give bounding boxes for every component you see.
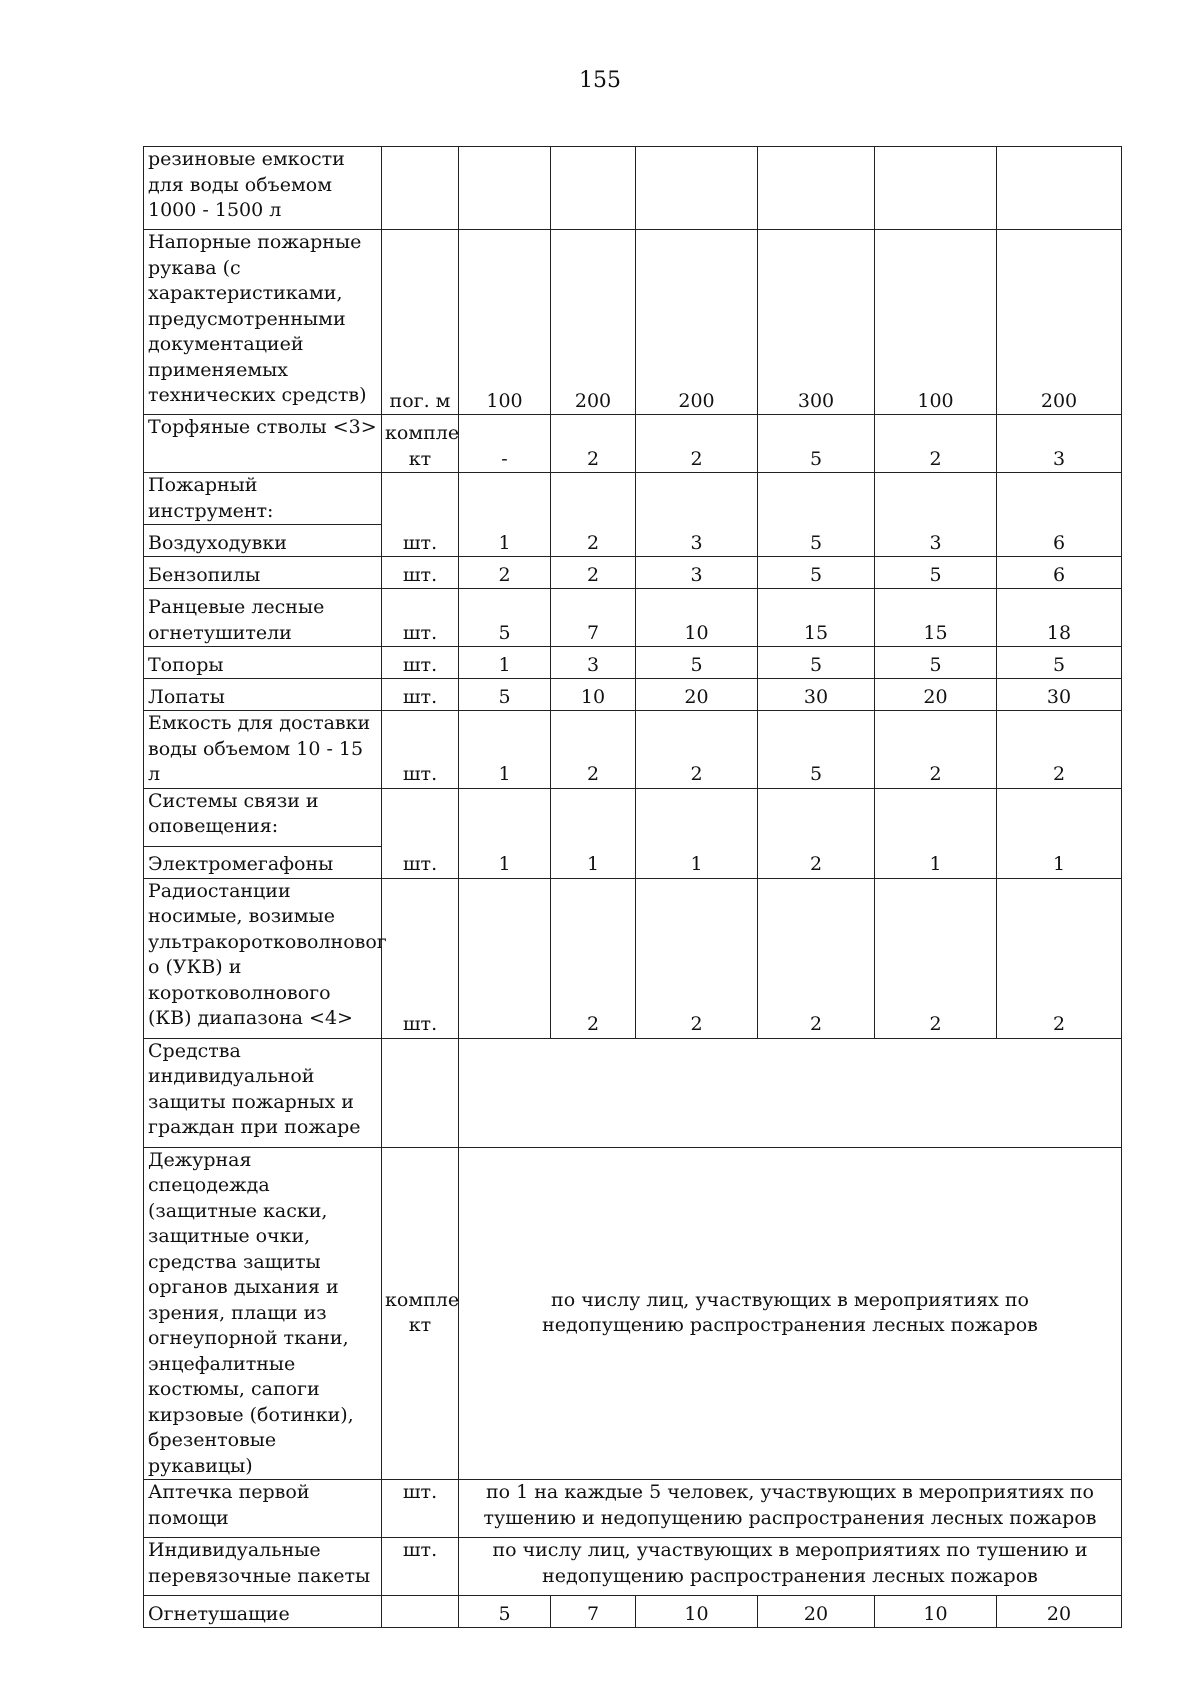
value-cell: 3: [997, 415, 1122, 473]
row-name: Огнетушащие: [144, 1596, 382, 1628]
unit-cell: шт.: [382, 1480, 459, 1538]
value-cell: 15: [875, 589, 997, 647]
value-cell: 5: [758, 557, 875, 589]
value-cell: 2: [551, 711, 636, 789]
row-name: резиновые емкости для воды объемом 1000 - 1500 л: [144, 147, 382, 230]
table-row: [144, 415, 1122, 473]
value-cell: 2: [551, 473, 636, 557]
value-cell: 1: [459, 788, 551, 878]
row-name: Средства индивидуальной защиты пожарных и граждан при пожаре: [144, 1038, 382, 1147]
value-cell: 2: [551, 557, 636, 589]
table-row: [144, 878, 1122, 1038]
row-name: Топоры: [144, 647, 382, 679]
value-cell: 200: [551, 230, 636, 415]
value-cell: 1: [551, 788, 636, 878]
table-row: [144, 1147, 1122, 1480]
unit-cell: шт.: [382, 589, 459, 647]
row-name: Радиостанции носимые, возимые ультракоротковолновог о (УКВ) и коротковолнового (КВ) диапазона <4>: [144, 878, 382, 1038]
value-cell: 5: [459, 589, 551, 647]
note-cell: по числу лиц, участвующих в мероприятиях по недопущению распространения лесных пожаров: [459, 1147, 1122, 1480]
value-cell: 2: [997, 878, 1122, 1038]
table-row: [144, 788, 1122, 846]
unit-part: компле: [385, 422, 460, 444]
unit-cell: шт.: [382, 473, 459, 557]
row-name: Торфяные стволы <3>: [144, 415, 382, 473]
table-row: [144, 711, 1122, 789]
table-row: [144, 647, 1122, 679]
table-row: [144, 1538, 1122, 1596]
value-cell: 100: [459, 230, 551, 415]
value-cell: 15: [758, 589, 875, 647]
value-cell: [459, 878, 551, 1038]
row-name: Лопаты: [144, 679, 382, 711]
value-cell: 5: [875, 557, 997, 589]
unit-cell: шт.: [382, 711, 459, 789]
value-cell: 3: [875, 473, 997, 557]
row-name: Аптечка первой помощи: [144, 1480, 382, 1538]
row-name: Емкость для доставки воды объемом 10 - 15 л: [144, 711, 382, 789]
table-row: [144, 1480, 1122, 1538]
value-cell: 2: [997, 711, 1122, 789]
table-row: [144, 589, 1122, 647]
value-cell: 7: [551, 1596, 636, 1628]
value-cell: 5: [758, 647, 875, 679]
table-row: [144, 557, 1122, 589]
unit-cell: [382, 415, 459, 473]
unit-part: кт: [408, 1314, 432, 1337]
row-name: Электромегафоны: [144, 846, 382, 878]
value-cell: 300: [758, 230, 875, 415]
value-cell: 1: [459, 647, 551, 679]
unit-cell: шт.: [382, 679, 459, 711]
value-cell: 2: [875, 878, 997, 1038]
unit-cell: шт.: [382, 878, 459, 1038]
value-cell: 6: [997, 473, 1122, 557]
value-cell: 5: [636, 647, 758, 679]
value-cell: 30: [758, 679, 875, 711]
value-cell: 1: [636, 788, 758, 878]
unit-part: кт: [408, 447, 432, 470]
value-cell: 5: [459, 679, 551, 711]
table-row: [144, 147, 1122, 230]
note-cell: по 1 на каждые 5 человек, участвующих в мероприятиях по тушению и недопущению распространения лесных пожаров: [459, 1480, 1122, 1538]
value-cell: 200: [636, 230, 758, 415]
value-cell: 7: [551, 589, 636, 647]
row-name: Пожарный инструмент:: [144, 473, 382, 525]
value-cell: 1: [459, 711, 551, 789]
value-cell: 1: [875, 788, 997, 878]
unit-cell: пог. м: [382, 230, 459, 415]
value-cell: -: [459, 415, 551, 473]
unit-cell: [382, 1147, 459, 1480]
note-cell: по числу лиц, участвующих в мероприятиях по тушению и недопущению распространения лесных пожаров: [459, 1538, 1122, 1596]
table-row: [144, 679, 1122, 711]
value-cell: 5: [459, 1596, 551, 1628]
value-cell: 10: [636, 1596, 758, 1628]
value-cell: 2: [758, 788, 875, 878]
row-name: Дежурная спецодежда (защитные каски, защитные очки, средства защиты органов дыхания и зрения, плащи из огнеупорной ткани, энцефалитные костюмы, сапоги кирзовые (ботинки), брезентовые рукавицы): [144, 1147, 382, 1480]
unit-cell: [382, 1596, 459, 1628]
table-row: [144, 1596, 1122, 1628]
value-cell: 3: [636, 473, 758, 557]
row-name: Ранцевые лесные огнетушители: [144, 589, 382, 647]
row-name: Воздуходувки: [144, 525, 382, 557]
equipment-table: [143, 146, 1122, 1628]
unit-cell: шт.: [382, 647, 459, 679]
value-cell: 18: [997, 589, 1122, 647]
value-cell: 2: [551, 878, 636, 1038]
value-cell: 2: [459, 557, 551, 589]
value-cell: 200: [997, 230, 1122, 415]
row-name: Бензопилы: [144, 557, 382, 589]
unit-cell: шт.: [382, 1538, 459, 1596]
unit-cell: шт.: [382, 557, 459, 589]
value-cell: 100: [875, 230, 997, 415]
value-cell: 10: [636, 589, 758, 647]
value-cell: 5: [875, 647, 997, 679]
table-row: [144, 1038, 1122, 1147]
value-cell: 10: [875, 1596, 997, 1628]
value-cell: 2: [636, 878, 758, 1038]
row-name: Индивидуальные перевязочные пакеты: [144, 1538, 382, 1596]
value-cell: 20: [636, 679, 758, 711]
unit-cell: шт.: [382, 788, 459, 878]
value-cell: 3: [551, 647, 636, 679]
value-cell: 20: [758, 1596, 875, 1628]
value-cell: 10: [551, 679, 636, 711]
value-cell: 3: [636, 557, 758, 589]
value-cell: 5: [758, 711, 875, 789]
table-row: [144, 473, 1122, 525]
row-name: Напорные пожарные рукава (с характеристиками, предусмотренными документацией применяемых технических средств): [144, 230, 382, 415]
page-number: 155: [579, 68, 621, 93]
value-cell: 2: [875, 711, 997, 789]
value-cell: 20: [875, 679, 997, 711]
value-cell: 6: [997, 557, 1122, 589]
value-cell: 2: [875, 415, 997, 473]
value-cell: 2: [551, 415, 636, 473]
value-cell: 2: [636, 711, 758, 789]
value-cell: 1: [459, 473, 551, 557]
table-row: [144, 230, 1122, 415]
value-cell: 20: [997, 1596, 1122, 1628]
value-cell: 5: [758, 473, 875, 557]
value-cell: 2: [758, 878, 875, 1038]
value-cell: 30: [997, 679, 1122, 711]
value-cell: 2: [636, 415, 758, 473]
value-cell: 5: [997, 647, 1122, 679]
value-cell: 5: [758, 415, 875, 473]
unit-part: компле: [385, 1288, 460, 1311]
value-cell: 1: [997, 788, 1122, 878]
row-name: Системы связи и оповещения:: [144, 788, 382, 846]
